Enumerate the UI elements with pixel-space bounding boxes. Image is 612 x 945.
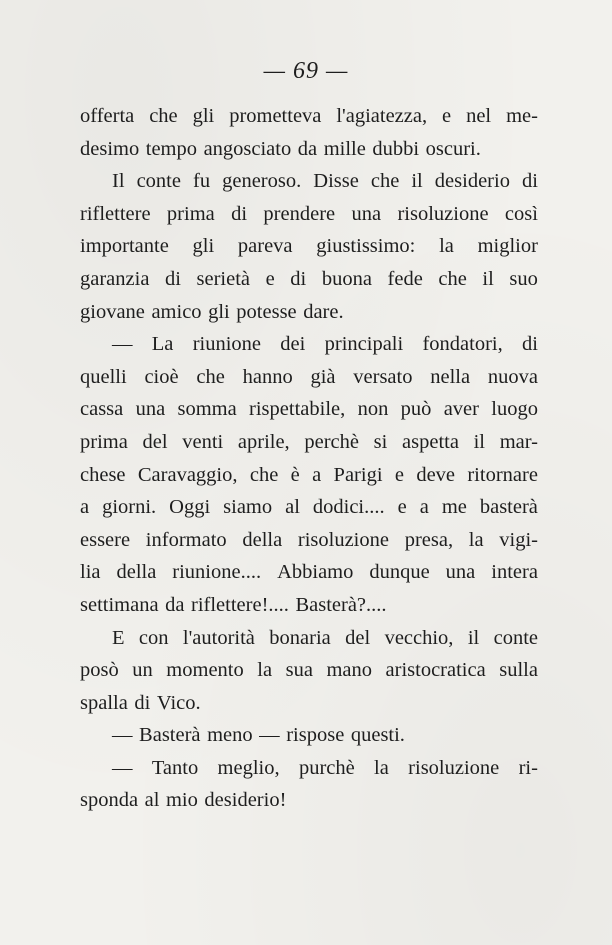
text-line: offerta che gli prometteva l'agiatezza, e nel me- bbox=[80, 105, 538, 127]
text-line: lia della riunione.... Abbiamo dunque una intera bbox=[80, 561, 538, 584]
text-line: desimo tempo angosciato da mille dubbi oscuri. bbox=[80, 137, 481, 160]
text-line: chese Caravaggio, che è a Parigi e deve ritornare bbox=[80, 463, 538, 486]
text-line: a giorni. Oggi siamo al dodici.... e a me basterà bbox=[80, 496, 538, 519]
text-line: giovane amico gli potesse dare. bbox=[80, 300, 344, 323]
text-line: — La riunione dei principali fondatori, di bbox=[112, 333, 538, 356]
text-line: riflettere prima di prendere una risoluzione così bbox=[80, 202, 538, 225]
text-line: — Basterà meno — rispose questi. bbox=[112, 724, 405, 747]
page-number: — 69 — bbox=[263, 58, 349, 84]
body-text bbox=[80, 100, 538, 817]
text-line: spalla di Vico. bbox=[80, 691, 201, 714]
text-line: essere informato della risoluzione presa, la vigi- bbox=[80, 528, 538, 551]
text-line: settimana da riflettere!.... Basterà?.... bbox=[80, 593, 387, 616]
text-line: importante gli pareva giustissimo: la miglior bbox=[80, 235, 538, 258]
text-line: E con l'autorità bonaria del vecchio, il conte bbox=[112, 626, 538, 649]
text-line: sponda al mio desiderio! bbox=[80, 789, 287, 812]
text-line: garanzia di serietà e di buona fede che il suo bbox=[80, 267, 538, 290]
text-line: — Tanto meglio, purchè la risoluzione ri- bbox=[112, 756, 538, 779]
text-line: prima del venti aprile, perchè si aspetta il mar- bbox=[80, 430, 538, 453]
text-line: posò un momento la sua mano aristocratica sulla bbox=[80, 659, 538, 682]
text-line: quelli cioè che hanno già versato nella nuova bbox=[80, 365, 538, 388]
text-line: cassa una somma rispettabile, non può aver luogo bbox=[80, 398, 538, 421]
text-line: Il conte fu generoso. Disse che il desiderio di bbox=[112, 170, 538, 193]
